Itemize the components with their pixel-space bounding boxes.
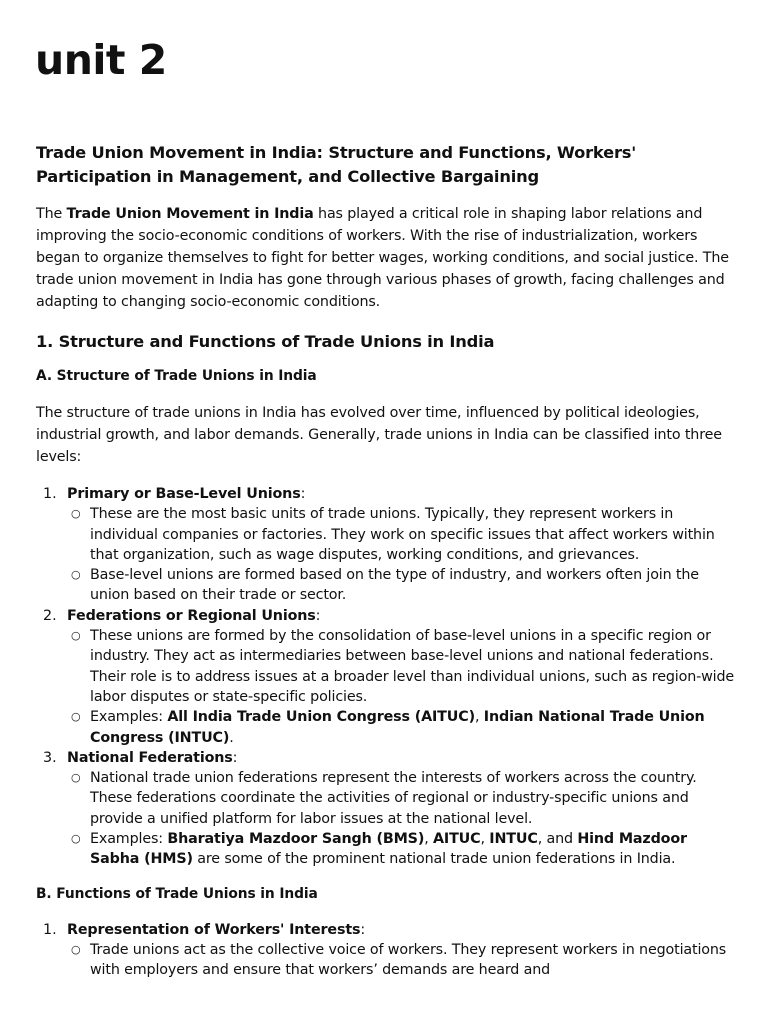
document-body bbox=[36, 141, 736, 981]
functions-list bbox=[36, 920, 736, 981]
sub-list bbox=[67, 940, 736, 981]
structure-intro-paragraph: The structure of trade unions in India has evolved over time, influenced by political ideologies, industrial growth, and labor demands. Generally, trade unions in India can be classified into three levels: bbox=[36, 405, 722, 465]
sub-list bbox=[67, 504, 736, 605]
list-item bbox=[36, 484, 736, 606]
circle-bullet-icon: ○ bbox=[71, 507, 81, 521]
sub-list bbox=[67, 626, 736, 748]
intro-paragraph: The Trade Union Movement in India has played a critical role in shaping labor relations and improving the socio-economic conditions of workers. With the rise of industrialization, workers began to organize themselves to fight for better wages, working conditions, and social justice. The trade union movement in India has gone through various phases of growth, facing challenges and adapting to changing socio-economic conditions. bbox=[36, 206, 729, 310]
sub-list-item: ○ Examples: All India Trade Union Congress (AITUC), Indian National Trade Union Congress (INTUC). bbox=[71, 709, 705, 746]
sub-list-item: ○ Examples: Bharatiya Mazdoor Sangh (BMS), AITUC, INTUC, and Hind Mazdoor Sabha (HMS) are some of the prominent national trade union federations in India. bbox=[71, 831, 687, 868]
circle-bullet-icon: ○ bbox=[71, 710, 81, 724]
circle-bullet-icon: ○ bbox=[71, 629, 81, 643]
list-number: 1. bbox=[43, 486, 57, 502]
sub-list-item: ○ Base-level unions are formed based on the type of industry, and workers often join the union based on their trade or sector. bbox=[71, 567, 699, 604]
list-item-title: Representation of Workers' Interests: bbox=[67, 921, 366, 938]
subsection-b-heading: B. Functions of Trade Unions in India bbox=[36, 885, 318, 902]
sub-list bbox=[67, 768, 736, 869]
sub-list-item: ○ National trade union federations represent the interests of workers across the country. These federations coordinate the activities of regional or industry-specific unions and provide a unified platform for labor issues at the national level. bbox=[71, 770, 697, 827]
list-number: 3. bbox=[43, 749, 57, 766]
list-number: 2. bbox=[43, 607, 57, 624]
list-item-title: Federations or Regional Unions: bbox=[67, 607, 321, 624]
sub-list-item: ○ These are the most basic units of trade unions. Typically, they represent workers in individual companies or factories. They work on specific issues that affect workers within that organization, such as wage disputes, working conditions, and grievances. bbox=[71, 506, 715, 563]
sub-list-item: ○ Trade unions act as the collective voice of workers. They represent workers in negotiations with employers and ensure that workers’ demands are heard and bbox=[71, 941, 727, 979]
circle-bullet-icon: ○ bbox=[71, 568, 81, 582]
circle-bullet-icon: ○ bbox=[71, 832, 81, 846]
list-item-title: National Federations: bbox=[67, 749, 238, 766]
section-1-heading: 1. Structure and Functions of Trade Unions in India bbox=[36, 332, 495, 351]
subsection-a-heading: A. Structure of Trade Unions in India bbox=[36, 368, 317, 384]
intro-bold-term: Trade Union Movement in India bbox=[66, 206, 314, 222]
document-title: unit 2 bbox=[35, 36, 167, 84]
circle-bullet-icon: ○ bbox=[71, 942, 81, 956]
list-item bbox=[36, 748, 736, 870]
circle-bullet-icon: ○ bbox=[71, 771, 81, 785]
list-item bbox=[36, 606, 736, 748]
list-item-title: Primary or Base-Level Unions: bbox=[67, 486, 306, 502]
sub-list-item: ○ These unions are formed by the consolidation of base-level unions in a specific region or industry. They act as intermediaries between base-level unions and national federations. Their role is to address issues at a broader level than individual unions, such as region-wide labor disputes or state-specific policies. bbox=[71, 628, 735, 705]
list-number: 1. bbox=[43, 921, 57, 938]
structure-levels-list bbox=[36, 484, 736, 870]
list-item bbox=[36, 920, 736, 981]
main-heading: Trade Union Movement in India: Structure and Functions, Workers' Participation in Management, and Collective Bargaining bbox=[36, 143, 637, 186]
